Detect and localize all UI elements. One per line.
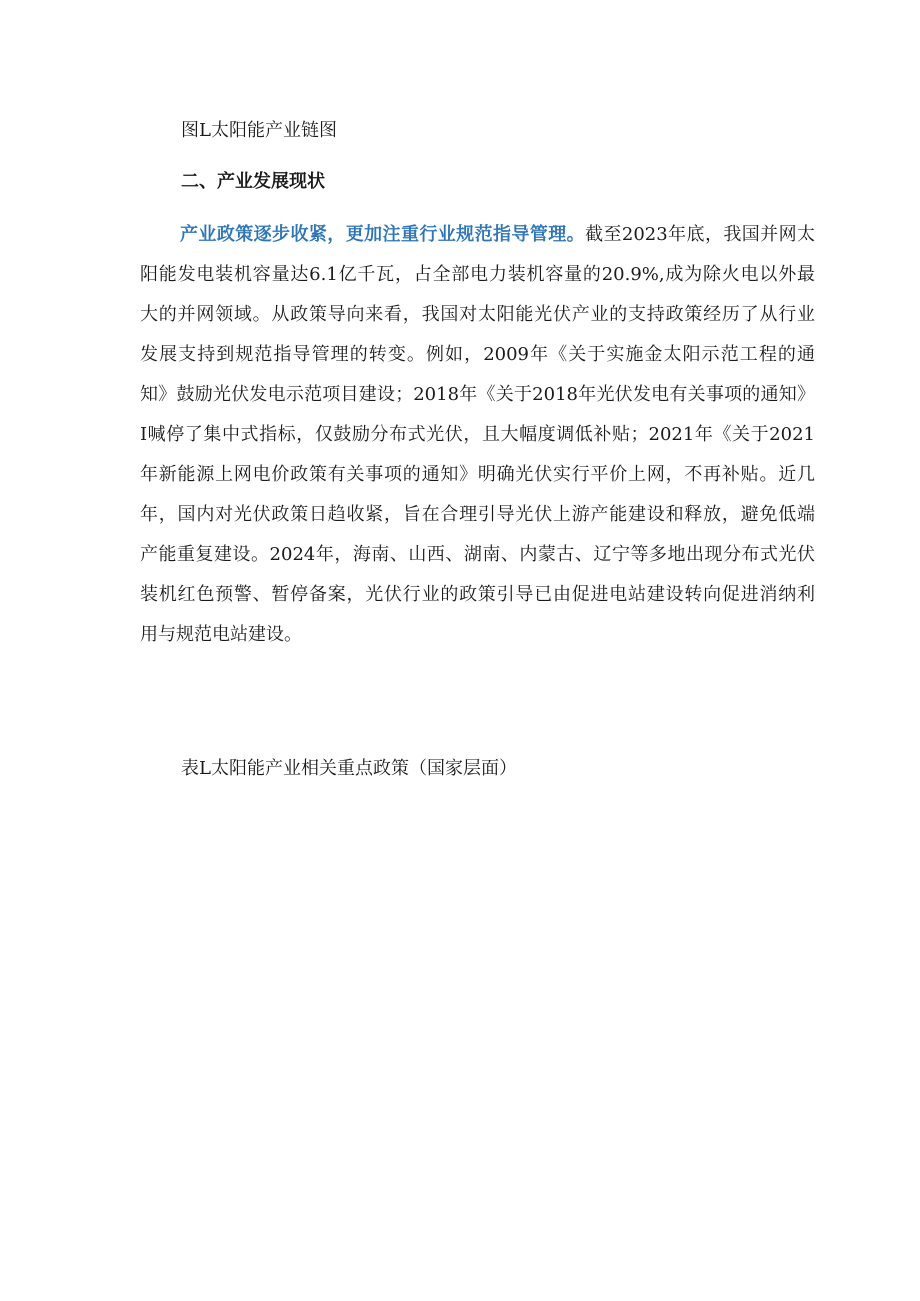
highlighted-sentence: 产业政策逐步收紧，更加注重行业规范指导管理。 (180, 224, 586, 245)
figure-caption: 图L太阳能产业链图 (181, 120, 337, 141)
paragraph-line: 知》鼓励光伏发电示范项目建设；2018年《关于2018年光伏发电有关事项的通知》 (140, 384, 815, 405)
table-caption: 表L太阳能产业相关重点政策（国家层面） (181, 758, 517, 779)
body-paragraph (140, 215, 815, 655)
paragraph-line: 产能重复建设。2024年，海南、山西、湖南、内蒙古、辽宁等多地出现分布式光伏 (140, 544, 815, 565)
paragraph-line (140, 215, 815, 255)
paragraph-line: 用与规范电站建设。 (140, 624, 302, 645)
paragraph-line: 大的并网领域。从政策导向来看，我国对太阳能光伏产业的支持政策经历了从行业 (140, 304, 815, 325)
paragraph-line: I喊停了集中式指标，仅鼓励分布式光伏，且大幅度调低补贴；2021年《关于2021 (140, 424, 815, 445)
section-heading: 二、产业发展现状 (181, 171, 325, 192)
paragraph-line-text: 截至2023年底，我国并网太 (585, 224, 816, 245)
paragraph-line: 年新能源上网电价政策有关事项的通知》明确光伏实行平价上网，不再补贴。近几 (140, 464, 815, 485)
paragraph-line: 发展支持到规范指导管理的转变。例如，2009年《关于实施金太阳示范工程的通 (140, 344, 815, 365)
paragraph-line: 装机红色预警、暂停备案，光伏行业的政策引导已由促进电站建设转向促进消纳利 (140, 584, 815, 605)
paragraph-line: 阳能发电装机容量达6.1亿千瓦，占全部电力装机容量的20.9%,成为除火电以外最 (140, 264, 815, 285)
paragraph-line: 年，国内对光伏政策日趋收紧，旨在合理引导光伏上游产能建设和释放，避免低端 (140, 504, 815, 525)
